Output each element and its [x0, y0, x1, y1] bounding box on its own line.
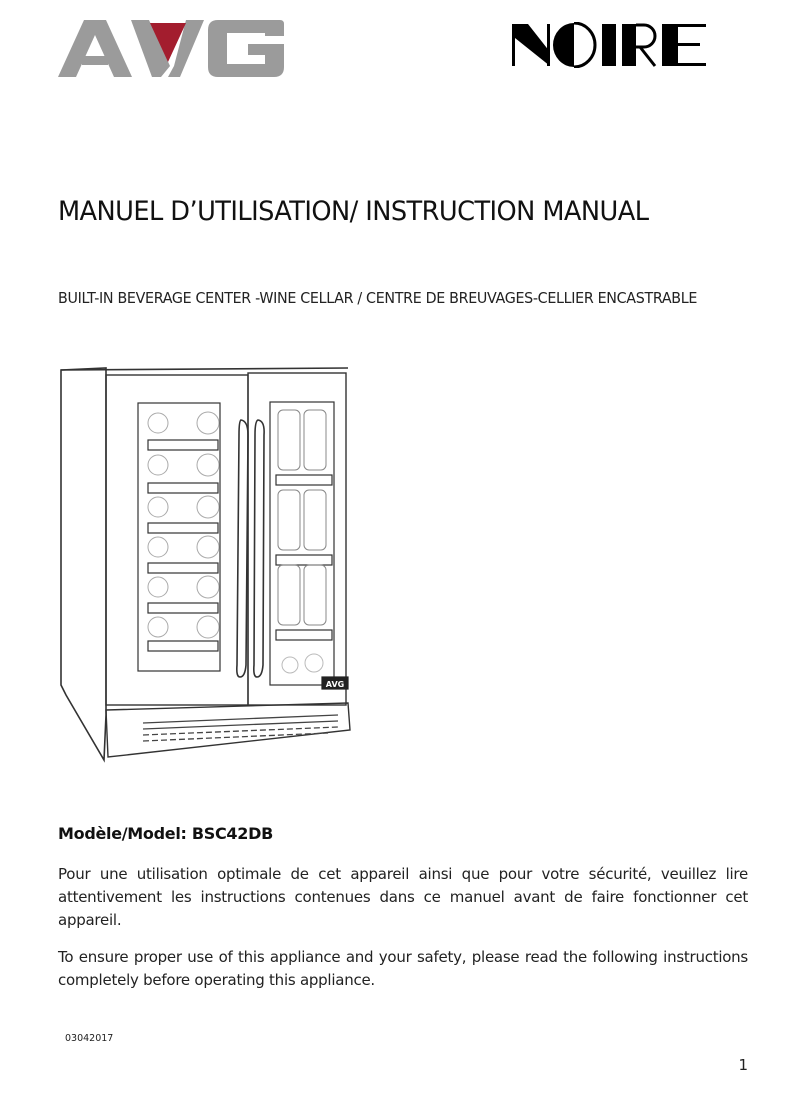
- avg-brand-logo: [58, 20, 284, 78]
- safety-notice-english: To ensure proper use of this appliance and your safety, please read the following instructions completely before operating this appliance.: [58, 948, 748, 989]
- document-subtitle: BUILT-IN BEVERAGE CENTER -WINE CELLAR / CENTRE DE BREUVAGES-CELLIER ENCASTRABLE: [58, 289, 698, 307]
- noire-product-line-logo: [512, 22, 706, 68]
- noire-logo-icon: [512, 22, 706, 68]
- document-code: 03042017: [65, 1033, 114, 1044]
- document-title: MANUEL D’UTILISATION/ INSTRUCTION MANUAL: [58, 196, 649, 227]
- safety-notice-french: Pour une utilisation optimale de cet appareil ainsi que pour votre sécurité, veuillez lire attentivement les instructions contenues dans ce manuel avant de faire fonctionner cet appareil.: [58, 865, 748, 929]
- page-number: 1: [738, 1056, 748, 1074]
- avg-logo-icon: [58, 20, 284, 78]
- beverage-center-drawing-icon: [58, 365, 368, 775]
- svg-text:AVG: AVG: [325, 680, 345, 689]
- product-illustration: [58, 365, 368, 775]
- model-label: Modèle/Model: BSC42DB: [58, 824, 273, 843]
